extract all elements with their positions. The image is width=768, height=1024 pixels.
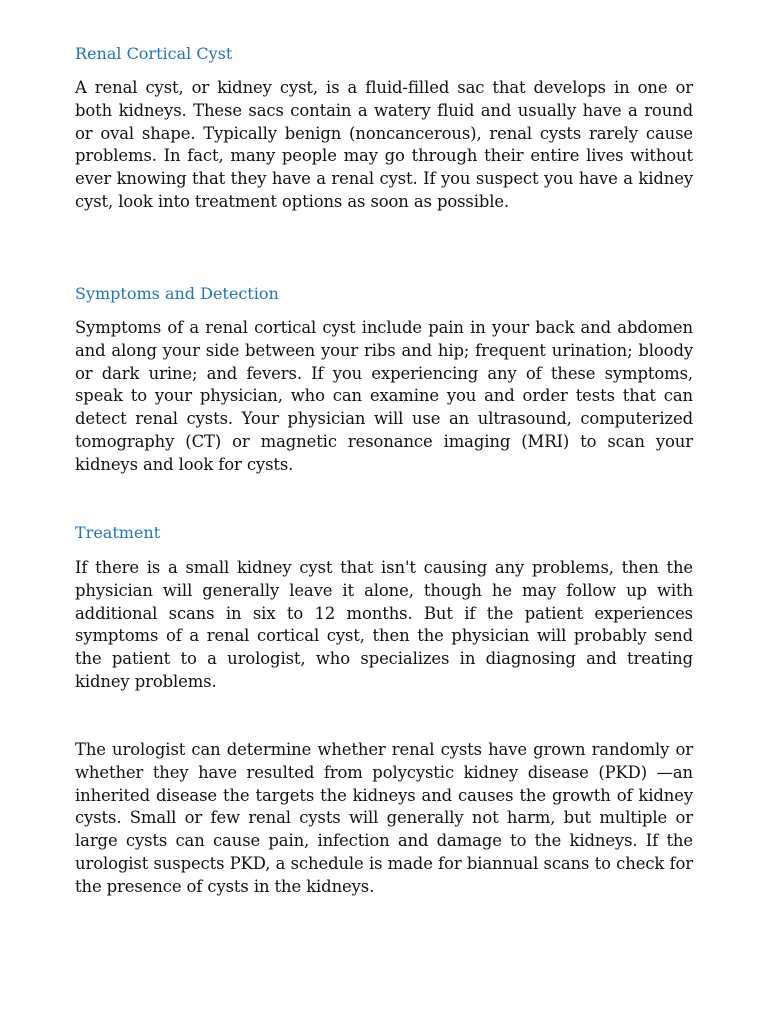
paragraph-urologist: The urologist can determine whether renal cysts have grown randomly or whether they have resulted from polycystic kidney disease (PKD) —an inherited disease the targets the kidneys and causes the growth of kidney cysts. Small or few renal cysts will generally not harm, but multiple or large cysts can cause pain, infection and damage to the kidneys. If the urologist suspects PKD, a schedule is made for biannual scans to check for the presence of cysts in the kidneys. xyxy=(75,740,693,896)
paragraph-treatment: If there is a small kidney cyst that isn't causing any problems, then the physician will generally leave it alone, though he may follow up with additional scans in six to 12 months. But if the patient experiences symptoms of a renal cortical cyst, then the physician will probably send the patient to a urologist, who specializes in diagnosing and treating kidney problems. xyxy=(75,558,693,691)
section-heading-renal-cortical-cyst: Renal Cortical Cyst xyxy=(75,44,233,63)
section-heading-symptoms-and-detection: Symptoms and Detection xyxy=(75,284,279,303)
paragraph-symptoms: Symptoms of a renal cortical cyst include pain in your back and abdomen and along your side between your ribs and hip; frequent urination; bloody or dark urine; and fevers. If you experiencing any of these symptoms, speak to your physician, who can examine you and order tests that can detect renal cysts. Your physician will use an ultrasound, computerized tomography (CT) or magnetic resonance imaging (MRI) to scan your kidneys and look for cysts. xyxy=(75,318,693,474)
section-heading-treatment: Treatment xyxy=(75,523,161,542)
paragraph-intro: A renal cyst, or kidney cyst, is a fluid-filled sac that develops in one or both kidneys. These sacs contain a watery fluid and usually have a round or oval shape. Typically benign (noncancerous), renal cysts rarely cause problems. In fact, many people may go through their entire lives without ever knowing that they have a renal cyst. If you suspect you have a kidney cyst, look into treatment options as soon as possible. xyxy=(75,78,693,211)
